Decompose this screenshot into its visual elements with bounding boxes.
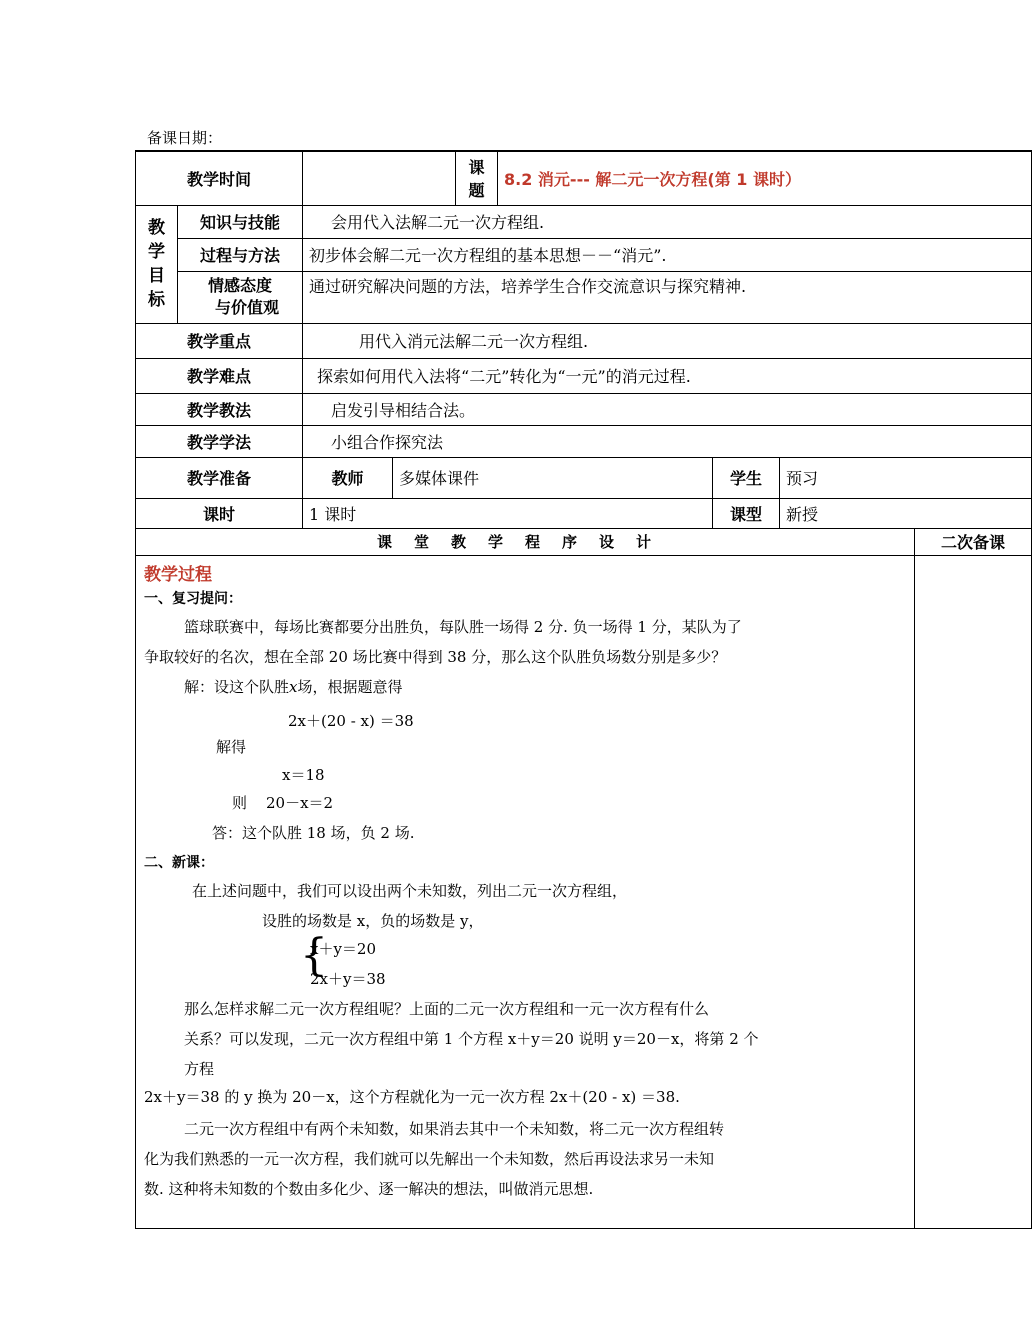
equation-20: 20－x＝2 <box>266 793 334 812</box>
conclusion-line1: 二元一次方程组中有两个未知数，如果消去其中一个未知数，将二元一次方程组转 <box>184 1119 725 1138</box>
equation-1: 2x＋(20 - x) ＝38 <box>288 711 414 730</box>
solve-get-label: 解得 <box>216 737 247 756</box>
student-value: 预习 <box>780 457 1032 498</box>
solve-intro: 解：设这个队胜x场，根据题意得 <box>184 677 403 696</box>
topic-value: 8.2 消元--- 解二元一次方程(第 1 课时） <box>498 151 1032 205</box>
review-title: 一、复习提问： <box>144 590 242 607</box>
emotion-attitude-value: 通过研究解决问题的方法，培养学生合作交流意识与探究精神. <box>303 271 1032 323</box>
review-paragraph-line2: 争取较好的名次，想在全部 20 场比赛中得到 38 分，那么这个队胜负场数分别是多少？ <box>144 647 727 666</box>
new-lesson-line2: 设胜的场数是 x，负的场数是 y， <box>262 911 484 930</box>
teacher-value: 多媒体课件 <box>393 457 713 498</box>
preparation-label: 教学准备 <box>136 457 303 498</box>
topic-label: 课题 <box>456 151 498 205</box>
review-paragraph-line1: 篮球联赛中，每场比赛都要分出胜负，每队胜一场得 2 分. 负一场得 1 分，某队为了 <box>184 617 742 636</box>
teaching-method-label: 教学教法 <box>136 393 303 425</box>
question-line2: 关系？可以发现，二元一次方程组中第 1 个方程 x＋y＝20 说明 y＝20－x，将第 2 个 <box>184 1029 759 1048</box>
student-label: 学生 <box>713 457 780 498</box>
process-method-label: 过程与方法 <box>178 238 303 271</box>
type-label: 课型 <box>713 498 780 528</box>
equation-x: x＝18 <box>282 765 325 784</box>
system-equation-1: x＋y＝20 <box>310 939 377 958</box>
knowledge-skill-value: 会用代入法解二元一次方程组. <box>303 205 1032 238</box>
objectives-label: 教 学 目 标 <box>136 205 178 323</box>
answer: 答：这个队胜 18 场，负 2 场. <box>212 823 415 842</box>
key-point-value: 用代入消元法解二元一次方程组. <box>303 323 1032 358</box>
difficulty-label: 教学难点 <box>136 358 303 393</box>
conclusion-line2: 化为我们熟悉的一元一次方程，我们就可以先解出一个未知数，然后再设法求另一未知 <box>144 1149 715 1168</box>
question-line1: 那么怎样求解二元一次方程组呢？上面的二元一次方程组和一元一次方程有什么 <box>184 999 710 1018</box>
system-equation-2: 2x＋y＝38 <box>310 969 386 988</box>
period-value: 1 课时 <box>303 498 713 528</box>
teacher-label: 教师 <box>303 457 393 498</box>
system-brace: { <box>300 929 328 981</box>
second-prep-header: 二次备课 <box>915 528 1032 555</box>
teaching-time-value <box>303 151 456 205</box>
process-content <box>136 555 915 1228</box>
process-title: 教学过程 <box>144 564 212 585</box>
type-value: 新授 <box>780 498 1032 528</box>
process-method-value: 初步体会解二元一次方程组的基本思想－－“消元”. <box>303 238 1032 271</box>
period-label: 课时 <box>136 498 303 528</box>
lesson-plan-table <box>135 150 1032 1229</box>
teaching-method-value: 启发引导相结合法。 <box>303 393 1032 425</box>
emotion-attitude-label: 情感态度 与价值观 <box>178 271 303 323</box>
conclusion-line3: 数. 这种将未知数的个数由多化少、逐一解决的想法，叫做消元思想. <box>144 1179 594 1198</box>
question-line3: 方程 <box>184 1059 215 1078</box>
learning-method-label: 教学学法 <box>136 425 303 457</box>
prep-date-label: 备课日期： <box>147 129 223 147</box>
question-line4: 2x＋y＝38 的 y 换为 20－x，这个方程就化为一元一次方程 2x＋(20 - x) ＝38. <box>144 1087 680 1106</box>
teaching-time-label: 教学时间 <box>136 151 303 205</box>
second-prep-column <box>915 555 1032 1228</box>
new-lesson-title: 二、新课： <box>144 854 214 871</box>
difficulty-value: 探索如何用代入法将“二元”转化为“一元”的消元过程. <box>303 358 1032 393</box>
learning-method-value: 小组合作探究法 <box>303 425 1032 457</box>
key-point-label: 教学重点 <box>136 323 303 358</box>
knowledge-skill-label: 知识与技能 <box>178 205 303 238</box>
then-label: 则 <box>232 793 248 812</box>
design-header: 课堂教学程序设计 <box>136 528 915 555</box>
new-lesson-line1: 在上述问题中，我们可以设出两个未知数，列出二元一次方程组， <box>192 881 628 900</box>
